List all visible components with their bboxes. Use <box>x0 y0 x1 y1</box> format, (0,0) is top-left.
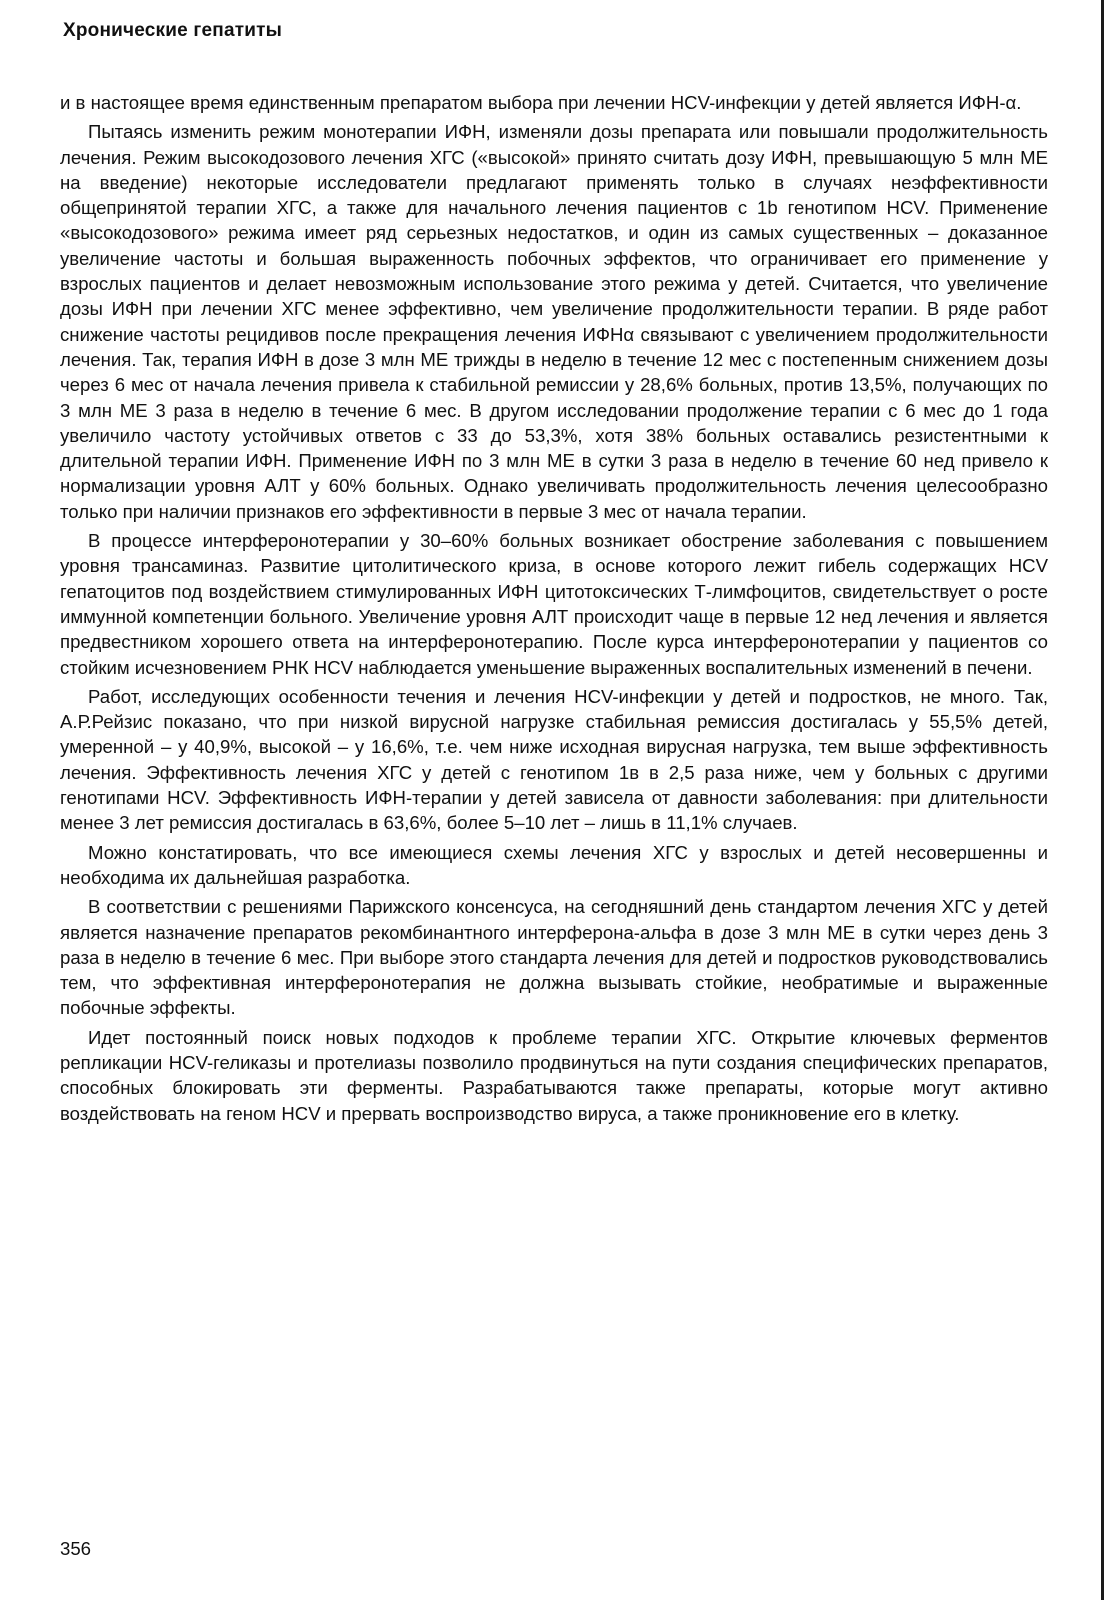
main-text <box>60 90 1048 1130</box>
page-edge-line <box>1101 0 1104 1600</box>
paragraph-continuation: и в настоящее время единственным препаратом выбора при лечении HCV-инфекции у детей является ИФН-α. <box>60 92 1022 113</box>
paragraph: Можно констатировать, что все имеющиеся схемы лечения ХГС у взрослых и детей несовершенны и необходима их дальнейшая разработка. <box>60 841 1048 888</box>
paragraph: Идет постоянный поиск новых подходов к проблеме терапии ХГС. Открытие ключевых ферментов репликации HCV-геликазы и протелиазы позволило продвинуться на пути создания специфических препаратов, способных блокировать эти ферменты. Разрабатываются также препараты, которые могут активно воздействовать на геном HCV и прервать воспроизводство вируса, а также проникновение его в клетку. <box>60 1026 1048 1124</box>
paragraph: В процессе интерферонотерапии у 30–60% больных возникает обострение заболевания с повышением уровня трансаминаз. Развитие цитолитического криза, в основе которого лежит гибель содержащих HCV гепатоцитов под воздействием стимулированных ИФН цитотоксических Т-лимфоцитов, свидетельствует о росте иммунной компетенции больного. Увеличение уровня АЛТ происходит чаще в первые 12 нед лечения и является предвестником хорошего ответа на интерферонотерапию. После курса интерферонотерапии у пациентов со стойким исчезновением РНК HCV наблюдается уменьшение выраженных воспалительных изменений в печени. <box>60 530 1048 678</box>
paragraph: В соответствии с решениями Парижского консенсуса, на сегодняшний день стандартом лечения ХГС у детей является назначение препаратов рекомбинантного интерферона-альфа в дозе 3 млн МЕ в сутки через день 3 раза в неделю в течение 6 мес. При выборе этого стандарта лечения для детей и подростков руководствовались тем, что эффективная интерферонотерапия не должна вызывать стойкие, необратимые и выраженные побочные эффекты. <box>60 896 1048 1019</box>
paragraph: Работ, исследующих особенности течения и лечения HCV-инфекции у детей и подростков, не много. Так, А.Р.Рейзис показано, что при низкой вирусной нагрузке стабильная ремиссия достигалась у 55,5% детей, умеренной – у 40,9%, высокой – у 16,6%, т.е. чем ниже исходная вирусная нагрузка, тем выше эффективность лечения. Эффективность лечения ХГС у детей с генотипом 1в в 2,5 раза ниже, чем у больных с другими генотипами HCV. Эффективность ИФН-терапии у детей зависела от давности заболевания: при длительности менее 3 лет ремиссия достигалась в 63,6%, более 5–10 лет – лишь в 11,1% случаев. <box>60 685 1048 834</box>
page-number: 356 <box>60 1538 92 1559</box>
paragraph: Пытаясь изменить режим монотерапии ИФН, изменяли дозы препарата или повышали продолжительность лечения. Режим высокодозового лечения ХГС («высокой» принято считать дозу ИФН, превышающую 5 млн МЕ на введение) некоторые исследователи предлагают применять только в случаях неэффективности общепринятой терапии ХГС, а также для начального лечения пациентов с 1b генотипом HCV. Применение «высокодозового» режима имеет ряд серьезных недостатков, и один из самых существенных – доказанное увеличение частоты и большая выраженность побочных эффектов, что ограничивает его применение у взрослых пациентов и делает невозможным использование этого режима у детей. Считается, что увеличение дозы ИФН при лечении ХГС менее эффективно, чем увеличение продолжительности терапии. В ряде работ снижение частоты рецидивов после прекращения лечения ИФНα связывают с увеличением продолжительности лечения. Так, терапия ИФН в дозе 3 млн МЕ трижды в неделю в течение 12 мес с постепенным снижением дозы через 6 мес от начала лечения привела к стабильной ремиссии у 28,6% больных, против 13,5%, получающих по 3 млн МЕ 3 раза в неделю в течение 6 мес. В другом исследовании продолжение терапии с 6 мес до 1 года увеличило частоту устойчивых ответов с 33 до 53,3%, хотя 38% больных оставались резистентными к длительной терапии ИФН. Применение ИФН по 3 млн МЕ в сутки 3 раза в неделю в течение 60 нед привело к нормализации уровня АЛТ у 60% больных. Однако увеличивать продолжительность лечения целесообразно только при наличии признаков его эффективности в первые 3 мес от начала терапии. <box>60 121 1048 522</box>
running-title: Хронические гепатиты <box>63 20 283 41</box>
